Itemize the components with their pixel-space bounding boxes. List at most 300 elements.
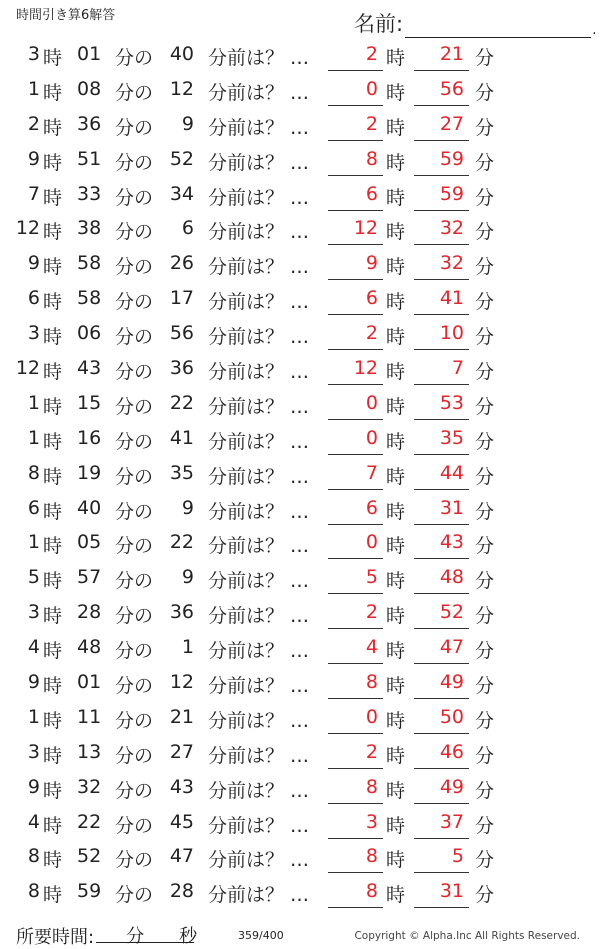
answer-hour-label: 時 <box>386 884 406 907</box>
minutes-before: 36 <box>169 601 194 624</box>
answer-minute-label: 分 <box>475 465 495 488</box>
hour-label: 時 <box>43 361 63 384</box>
answer-hour-label: 時 <box>386 535 406 558</box>
answer-hour-label: 時 <box>386 779 406 802</box>
answer-hour-underline <box>328 454 383 455</box>
answer-minute-label: 分 <box>475 849 495 872</box>
minutes-before: 12 <box>169 671 194 694</box>
minutes-before: 1 <box>181 636 194 659</box>
start-minute: 57 <box>77 566 102 589</box>
hour-label: 時 <box>43 186 63 209</box>
start-hour: 6 <box>27 287 40 310</box>
answer-hour: 0 <box>365 77 378 100</box>
minute-of-label: 分の <box>115 744 154 767</box>
answer-hour: 8 <box>365 880 378 903</box>
hour-label: 時 <box>43 779 63 802</box>
answer-minute-underline <box>414 663 469 664</box>
name-field <box>354 8 597 38</box>
start-minute: 01 <box>77 43 102 65</box>
minutes-before: 9 <box>181 566 194 589</box>
start-hour: 7 <box>27 182 40 205</box>
start-hour: 12 <box>15 217 40 240</box>
question-text: 分前は？ … <box>208 500 310 523</box>
answer-minute-label: 分 <box>475 779 495 802</box>
answer-hour-label: 時 <box>386 814 406 837</box>
start-hour: 5 <box>27 566 40 589</box>
minutes-before: 36 <box>169 357 194 380</box>
minutes-before: 47 <box>169 845 194 868</box>
question-text: 分前は？ … <box>208 221 310 244</box>
problem-row <box>0 667 600 702</box>
answer-hour: 8 <box>365 845 378 868</box>
answer-hour: 2 <box>365 601 378 624</box>
answer-minute: 52 <box>439 601 464 624</box>
name-label: 名前: <box>354 12 404 36</box>
answer-minute: 32 <box>439 252 464 275</box>
answer-minute-underline <box>414 524 469 525</box>
answer-hour-label: 時 <box>386 221 406 244</box>
start-minute: 11 <box>77 705 102 728</box>
answer-hour-label: 時 <box>386 640 406 663</box>
answer-minute: 32 <box>439 217 464 240</box>
problem-row <box>0 841 600 876</box>
question-text: 分前は？ … <box>208 640 310 663</box>
answer-minute: 5 <box>451 845 464 868</box>
answer-minute: 46 <box>439 740 464 763</box>
question-text: 分前は？ … <box>208 884 310 907</box>
answer-minute-label: 分 <box>475 221 495 244</box>
problem-row <box>0 283 600 318</box>
answer-hour-underline <box>328 70 383 71</box>
answer-minute: 50 <box>439 705 464 728</box>
answer-minute-label: 分 <box>475 500 495 523</box>
answer-hour: 6 <box>365 287 378 310</box>
start-minute: 22 <box>77 810 102 833</box>
answer-hour: 0 <box>365 705 378 728</box>
answer-minute-underline <box>414 140 469 141</box>
answer-hour-label: 時 <box>386 326 406 349</box>
answer-hour-label: 時 <box>386 47 406 69</box>
answer-hour-label: 時 <box>386 500 406 523</box>
answer-hour: 9 <box>365 252 378 275</box>
answer-hour: 0 <box>365 531 378 554</box>
start-minute: 13 <box>77 740 102 763</box>
start-minute: 33 <box>77 182 102 205</box>
answer-hour-label: 時 <box>386 465 406 488</box>
name-dot: . <box>592 22 597 38</box>
question-text: 分前は？ … <box>208 186 310 209</box>
answer-hour-underline <box>328 628 383 629</box>
hour-label: 時 <box>43 814 63 837</box>
start-minute: 51 <box>77 147 102 170</box>
answer-hour-label: 時 <box>386 709 406 732</box>
answer-hour-label: 時 <box>386 570 406 593</box>
answer-hour-label: 時 <box>386 361 406 384</box>
hour-label: 時 <box>43 675 63 698</box>
answer-hour-underline <box>328 314 383 315</box>
answer-minute-underline <box>414 733 469 734</box>
answer-hour: 0 <box>365 426 378 449</box>
answer-hour: 2 <box>365 322 378 345</box>
minute-of-label: 分の <box>115 291 154 314</box>
answer-minute-underline <box>414 279 469 280</box>
problem-row <box>0 213 600 248</box>
minutes-before: 52 <box>169 147 194 170</box>
answer-minute: 10 <box>439 322 464 345</box>
answer-minute: 59 <box>439 147 464 170</box>
minute-of-label: 分の <box>115 326 154 349</box>
question-text: 分前は？ … <box>208 605 310 628</box>
problem-row <box>0 353 600 388</box>
answer-hour: 2 <box>365 43 378 65</box>
answer-hour-underline <box>328 872 383 873</box>
minute-of-label: 分の <box>115 256 154 279</box>
start-minute: 28 <box>77 601 102 624</box>
minutes-before: 34 <box>169 182 194 205</box>
answer-hour: 6 <box>365 496 378 519</box>
answer-hour: 8 <box>365 671 378 694</box>
question-text: 分前は？ … <box>208 779 310 802</box>
answer-hour-label: 時 <box>386 186 406 209</box>
question-text: 分前は？ … <box>208 709 310 732</box>
answer-minute-underline <box>414 628 469 629</box>
minutes-before: 17 <box>169 287 194 310</box>
answer-minute-label: 分 <box>475 709 495 732</box>
answer-minute: 59 <box>439 182 464 205</box>
answer-minute: 48 <box>439 566 464 589</box>
minute-of-label: 分の <box>115 675 154 698</box>
answer-hour-underline <box>328 803 383 804</box>
problem-row <box>0 876 600 911</box>
answer-minute: 27 <box>439 112 464 135</box>
answer-minute: 21 <box>439 43 464 65</box>
start-minute: 16 <box>77 426 102 449</box>
question-text: 分前は？ … <box>208 81 310 104</box>
answer-minute-underline <box>414 803 469 804</box>
answer-minute-underline <box>414 558 469 559</box>
answer-minute-label: 分 <box>475 256 495 279</box>
answer-minute-underline <box>414 314 469 315</box>
minutes-before: 22 <box>169 391 194 414</box>
answer-minute-underline <box>414 698 469 699</box>
answer-hour-underline <box>328 210 383 211</box>
answer-hour-label: 時 <box>386 430 406 453</box>
minutes-before: 27 <box>169 740 194 763</box>
start-minute: 32 <box>77 775 102 798</box>
start-hour: 1 <box>27 531 40 554</box>
minute-of-label: 分の <box>115 465 154 488</box>
answer-minute: 44 <box>439 461 464 484</box>
start-minute: 52 <box>77 845 102 868</box>
problem-row <box>0 248 600 283</box>
start-hour: 2 <box>27 112 40 135</box>
hour-label: 時 <box>43 465 63 488</box>
answer-minute-underline <box>414 872 469 873</box>
answer-hour-underline <box>328 593 383 594</box>
answer-minute-underline <box>414 70 469 71</box>
start-hour: 1 <box>27 77 40 100</box>
start-hour: 4 <box>27 810 40 833</box>
start-minute: 15 <box>77 391 102 414</box>
start-minute: 40 <box>77 496 102 519</box>
question-text: 分前は？ … <box>208 675 310 698</box>
answer-minute-label: 分 <box>475 326 495 349</box>
answer-hour: 8 <box>365 775 378 798</box>
answer-hour: 12 <box>353 217 378 240</box>
problem-row <box>0 772 600 807</box>
answer-hour: 4 <box>365 636 378 659</box>
answer-hour: 7 <box>365 461 378 484</box>
minutes-before: 35 <box>169 461 194 484</box>
time-required <box>16 922 198 949</box>
answer-hour: 5 <box>365 566 378 589</box>
start-minute: 36 <box>77 112 102 135</box>
answer-hour: 2 <box>365 740 378 763</box>
time-required-label: 所要時間: <box>16 927 95 948</box>
question-text: 分前は？ … <box>208 744 310 767</box>
answer-hour-underline <box>328 279 383 280</box>
question-text: 分前は？ … <box>208 430 310 453</box>
minute-of-label: 分の <box>115 779 154 802</box>
answer-hour-label: 時 <box>386 81 406 104</box>
answer-minute-underline <box>414 768 469 769</box>
answer-minute-underline <box>414 838 469 839</box>
answer-minute-underline <box>414 489 469 490</box>
answer-hour-label: 時 <box>386 849 406 872</box>
hour-label: 時 <box>43 535 63 558</box>
answer-minute-underline <box>414 349 469 350</box>
hour-label: 時 <box>43 221 63 244</box>
question-text: 分前は？ … <box>208 256 310 279</box>
answer-hour-label: 時 <box>386 256 406 279</box>
hour-label: 時 <box>43 326 63 349</box>
answer-minute-label: 分 <box>475 814 495 837</box>
answer-hour-underline <box>328 244 383 245</box>
start-minute: 19 <box>77 461 102 484</box>
answer-minute-underline <box>414 384 469 385</box>
question-text: 分前は？ … <box>208 535 310 558</box>
question-text: 分前は？ … <box>208 570 310 593</box>
start-minute: 58 <box>77 287 102 310</box>
answer-hour-label: 時 <box>386 151 406 174</box>
problem-row <box>0 632 600 667</box>
answer-minute-label: 分 <box>475 675 495 698</box>
answer-hour-underline <box>328 768 383 769</box>
hour-label: 時 <box>43 605 63 628</box>
minute-of-label: 分の <box>115 151 154 174</box>
problem-row <box>0 562 600 597</box>
answer-hour: 2 <box>365 112 378 135</box>
minute-of-label: 分の <box>115 814 154 837</box>
hour-label: 時 <box>43 151 63 174</box>
problem-row <box>0 388 600 423</box>
answer-minute: 49 <box>439 775 464 798</box>
answer-hour-label: 時 <box>386 395 406 418</box>
hour-label: 時 <box>43 291 63 314</box>
answer-minute-label: 分 <box>475 116 495 139</box>
start-minute: 48 <box>77 636 102 659</box>
minute-of-label: 分の <box>115 186 154 209</box>
minutes-before: 26 <box>169 252 194 275</box>
answer-hour-underline <box>328 105 383 106</box>
problem-row <box>0 597 600 632</box>
problem-row <box>0 318 600 353</box>
answer-minute: 47 <box>439 636 464 659</box>
start-hour: 8 <box>27 461 40 484</box>
answer-hour-underline <box>328 663 383 664</box>
answer-minute-label: 分 <box>475 47 495 69</box>
question-text: 分前は？ … <box>208 395 310 418</box>
answer-minute-underline <box>414 593 469 594</box>
minutes-before: 28 <box>169 880 194 903</box>
answer-minute: 31 <box>439 880 464 903</box>
minutes-before: 40 <box>169 43 194 65</box>
minutes-before: 9 <box>181 112 194 135</box>
minutes-before: 45 <box>169 810 194 833</box>
minute-of-label: 分の <box>115 221 154 244</box>
problem-row <box>0 423 600 458</box>
start-minute: 08 <box>77 77 102 100</box>
answer-minute-underline <box>414 244 469 245</box>
hour-label: 時 <box>43 500 63 523</box>
start-hour: 3 <box>27 601 40 624</box>
hour-label: 時 <box>43 116 63 139</box>
answer-minute: 43 <box>439 531 464 554</box>
answer-minute: 41 <box>439 287 464 310</box>
start-hour: 8 <box>27 880 40 903</box>
answer-minute-label: 分 <box>475 81 495 104</box>
answer-minute-underline <box>414 210 469 211</box>
answer-hour-underline <box>328 838 383 839</box>
answer-minute-label: 分 <box>475 605 495 628</box>
start-minute: 59 <box>77 880 102 903</box>
start-hour: 9 <box>27 775 40 798</box>
minute-of-label: 分の <box>115 535 154 558</box>
answer-hour-label: 時 <box>386 116 406 139</box>
question-text: 分前は？ … <box>208 326 310 349</box>
answer-minute-label: 分 <box>475 151 495 174</box>
minute-of-label: 分の <box>115 116 154 139</box>
answer-hour: 8 <box>365 147 378 170</box>
answer-minute: 53 <box>439 391 464 414</box>
copyright: Copyright © Alpha.Inc All Rights Reserved. <box>354 930 580 942</box>
answer-minute: 37 <box>439 810 464 833</box>
answer-hour-underline <box>328 698 383 699</box>
start-minute: 06 <box>77 322 102 345</box>
minute-of-label: 分の <box>115 361 154 384</box>
hour-label: 時 <box>43 81 63 104</box>
question-text: 分前は？ … <box>208 291 310 314</box>
minutes-before: 43 <box>169 775 194 798</box>
answer-minute-underline <box>414 454 469 455</box>
worksheet-title: 時間引き算6解答 <box>16 8 116 23</box>
hour-label: 時 <box>43 849 63 872</box>
minute-of-label: 分の <box>115 395 154 418</box>
question-text: 分前は？ … <box>208 361 310 384</box>
answer-minute-label: 分 <box>475 361 495 384</box>
start-minute: 58 <box>77 252 102 275</box>
answer-hour-underline <box>328 733 383 734</box>
start-hour: 8 <box>27 845 40 868</box>
minute-of-label: 分の <box>115 884 154 907</box>
minutes-before: 56 <box>169 322 194 345</box>
hour-label: 時 <box>43 640 63 663</box>
start-hour: 3 <box>27 322 40 345</box>
question-text: 分前は？ … <box>208 849 310 872</box>
hour-label: 時 <box>43 570 63 593</box>
answer-minute-label: 分 <box>475 570 495 593</box>
answer-minute-label: 分 <box>475 430 495 453</box>
problem-row <box>0 179 600 214</box>
answer-minute: 56 <box>439 77 464 100</box>
question-text: 分前は？ … <box>208 151 310 174</box>
answer-hour-underline <box>328 419 383 420</box>
answer-hour-underline <box>328 558 383 559</box>
question-text: 分前は？ … <box>208 47 310 69</box>
answer-hour: 3 <box>365 810 378 833</box>
start-hour: 4 <box>27 636 40 659</box>
minute-of-label: 分の <box>115 430 154 453</box>
name-blank-line <box>405 15 591 38</box>
minutes-before: 9 <box>181 496 194 519</box>
answer-hour-label: 時 <box>386 605 406 628</box>
page-number: 359/400 <box>238 929 284 942</box>
hour-label: 時 <box>43 884 63 907</box>
start-hour: 1 <box>27 391 40 414</box>
minutes-before: 12 <box>169 77 194 100</box>
answer-minute: 49 <box>439 671 464 694</box>
answer-minute: 35 <box>439 426 464 449</box>
answer-hour: 0 <box>365 391 378 414</box>
problem-list <box>0 39 600 911</box>
seconds-unit: 秒 <box>179 926 198 947</box>
answer-hour-underline <box>328 384 383 385</box>
hour-label: 時 <box>43 709 63 732</box>
start-minute: 38 <box>77 217 102 240</box>
start-hour: 12 <box>15 357 40 380</box>
start-hour: 6 <box>27 496 40 519</box>
problem-row <box>0 39 600 74</box>
minute-of-label: 分の <box>115 605 154 628</box>
minutes-before: 41 <box>169 426 194 449</box>
start-hour: 3 <box>27 43 40 65</box>
answer-minute-label: 分 <box>475 640 495 663</box>
problem-row <box>0 527 600 562</box>
minute-of-label: 分の <box>115 47 154 69</box>
answer-minute-label: 分 <box>475 744 495 767</box>
answer-hour-underline <box>328 349 383 350</box>
minutes-before: 22 <box>169 531 194 554</box>
start-minute: 01 <box>77 671 102 694</box>
minutes-before: 6 <box>181 217 194 240</box>
start-hour: 9 <box>27 252 40 275</box>
minute-of-label: 分の <box>115 640 154 663</box>
problem-row <box>0 702 600 737</box>
answer-hour-underline <box>328 489 383 490</box>
answer-hour-label: 時 <box>386 744 406 767</box>
start-hour: 1 <box>27 426 40 449</box>
problem-row <box>0 807 600 842</box>
answer-minute: 7 <box>451 357 464 380</box>
question-text: 分前は？ … <box>208 465 310 488</box>
hour-label: 時 <box>43 744 63 767</box>
answer-minute-underline <box>414 175 469 176</box>
answer-hour-label: 時 <box>386 291 406 314</box>
hour-label: 時 <box>43 395 63 418</box>
problem-row <box>0 144 600 179</box>
start-hour: 9 <box>27 671 40 694</box>
problem-row <box>0 737 600 772</box>
